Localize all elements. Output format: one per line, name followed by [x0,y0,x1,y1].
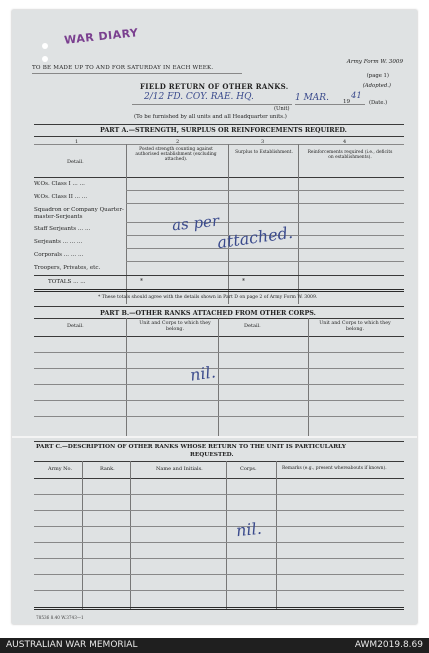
punch-hole [42,56,48,62]
year-handwritten: 41 [351,91,362,101]
part-b-col-divider [308,318,309,436]
part-c-header-remarks: Remarks (e.g., present whereabouts if known). [282,466,387,471]
row-corporals: Corporals ... ... ... [34,252,84,258]
row-rule [126,222,404,223]
row-rule [126,190,404,191]
part-c-header-rule [34,478,404,479]
part-a-col-divider [298,144,299,304]
row-troopers: Troopers, Privates, etc. [34,265,101,271]
part-b-row-rule [34,352,404,353]
row-cqms: Squadron or Company Quarter-master-Serjeants [34,207,124,220]
part-c-header-army-no: Army No. [48,466,73,472]
punch-hole [42,43,48,49]
part-a-title-rule [34,136,404,137]
col-number-2: 2 [176,139,180,145]
row-wo-class-1: W.Os. Class I ... ... [34,181,85,187]
part-a-col-divider [126,144,127,304]
part-b-row-rule [34,400,404,401]
totals-mark: * [140,278,143,285]
part-b-header-unit: Unit and Corps to which they belong. [139,321,211,332]
part-b-header-detail: Detail. [67,323,84,329]
part-b-header-detail-2: Detail. [244,323,261,329]
part-b-header-rule [34,336,404,337]
col-number-rule [34,144,404,145]
instruction-underline [32,73,242,74]
col-number-4: 4 [343,139,347,145]
footer-accession-number: AWM2019.8.69 [354,640,423,650]
col-number-3: 3 [261,139,265,145]
part-c-row-rule [34,494,404,495]
footer-bar [0,638,429,653]
unit-handwritten: 2/12 FD. COY. RAE. HQ. [144,92,254,102]
instruction-text: TO BE MADE UP TO AND FOR SATURDAY IN EACH WEEK. [32,65,214,71]
part-c-row-rule [34,590,404,591]
row-rule [126,261,404,262]
part-b-col-divider [126,318,127,436]
date-handwritten: 1 MAR. [295,93,329,103]
col-number-1: 1 [75,139,79,145]
print-code: 78536 8.40 W.3743—1 [36,615,84,620]
footer-credit: AUSTRALIAN WAR MEMORIAL [6,640,138,650]
part-b-col-divider [218,318,219,436]
part-c-row-rule [34,526,404,527]
totals-mark: * [242,278,245,285]
part-a-top-rule [34,124,404,125]
part-a-col-divider [228,144,229,304]
part-c-title-cont: REQUESTED. [190,452,234,458]
part-b-handwriting-nil: nil. [188,362,217,385]
part-b-title: PART B.—OTHER RANKS ATTACHED FROM OTHER CORPS. [100,309,316,317]
totals-label: TOTALS ... ... [48,279,86,285]
form-number: Army Form W. 3009 [346,59,403,65]
part-c-row-rule [34,574,404,575]
part-b-row-rule [34,416,404,417]
date-label: (Date.) [369,100,388,106]
part-a-header-posted: Posted strength counting against authorised establishment (excluding attached). [135,147,217,163]
part-c-top-rule [34,441,404,442]
form-title: FIELD RETURN OF OTHER RANKS. [140,82,289,91]
furnished-note: (To be furnished by all units and all Headquarter units.) [134,114,287,120]
row-serjeants: Serjeants ... ... ... [34,239,83,245]
part-a-header-reinforcements: Reinforcements required (i.e., deficits on establishments). [307,150,393,161]
part-c-header-rank: Rank. [100,466,115,472]
part-c-col-divider [130,461,131,609]
part-b-row-rule [34,368,404,369]
part-c-header-name: Name and Initials. [156,466,203,472]
part-b-row-rule [34,384,404,385]
part-b-header-unit-2: Unit and Corps to which they belong. [319,321,391,332]
part-c-header-corps: Corps. [240,466,257,472]
part-c-row-rule [34,510,404,511]
part-a-header-detail: Detail. [67,159,84,165]
part-a-header-rule [34,177,404,178]
totals-bottom-rule [34,289,404,292]
part-c-row-rule [34,542,404,543]
date-underline [295,104,365,105]
part-c-col-divider [226,461,227,609]
form-sheet [12,10,417,624]
row-wo-class-2: W.Os. Class II ... ... [34,194,88,200]
part-c-title-rule [34,461,404,462]
row-rule [126,248,404,249]
part-a-header-surplus: Surplus to Establishment. [235,150,293,155]
part-b-top-rule [34,306,404,307]
row-rule [126,203,404,204]
page-number: (page 1) [366,73,389,79]
part-c-title: PART C.—DESCRIPTION OF OTHER RANKS WHOSE RETURN TO THE UNIT IS PARTICULARLY [36,444,346,450]
row-staff-serjeants: Staff Serjeants ... ... [34,226,91,232]
handwriting-attached: attached. [216,222,294,253]
unit-underline [132,104,292,105]
war-diary-stamp: WAR DIARY [63,26,140,47]
part-c-handwriting-nil: nil. [235,518,263,541]
part-a-footnote: * These totals should agree with the details shown in Part D on page 2 of Army Form W. 3009. [98,295,318,300]
handwriting-as-per: as per [171,211,220,235]
year-prefix: 19 [343,99,351,105]
adopted-label: (Adopted.) [362,83,391,89]
part-c-col-divider [276,461,277,609]
unit-label: (Unit) [274,106,290,112]
part-c-row-rule [34,558,404,559]
part-a-title: PART A.—STRENGTH, SURPLUS OR REINFORCEMENTS REQUIRED. [100,126,347,134]
fold-line [12,436,417,438]
part-c-col-divider [82,461,83,609]
part-c-bottom-rule [34,607,404,610]
totals-top-rule [34,275,404,276]
part-b-title-rule [34,318,404,319]
